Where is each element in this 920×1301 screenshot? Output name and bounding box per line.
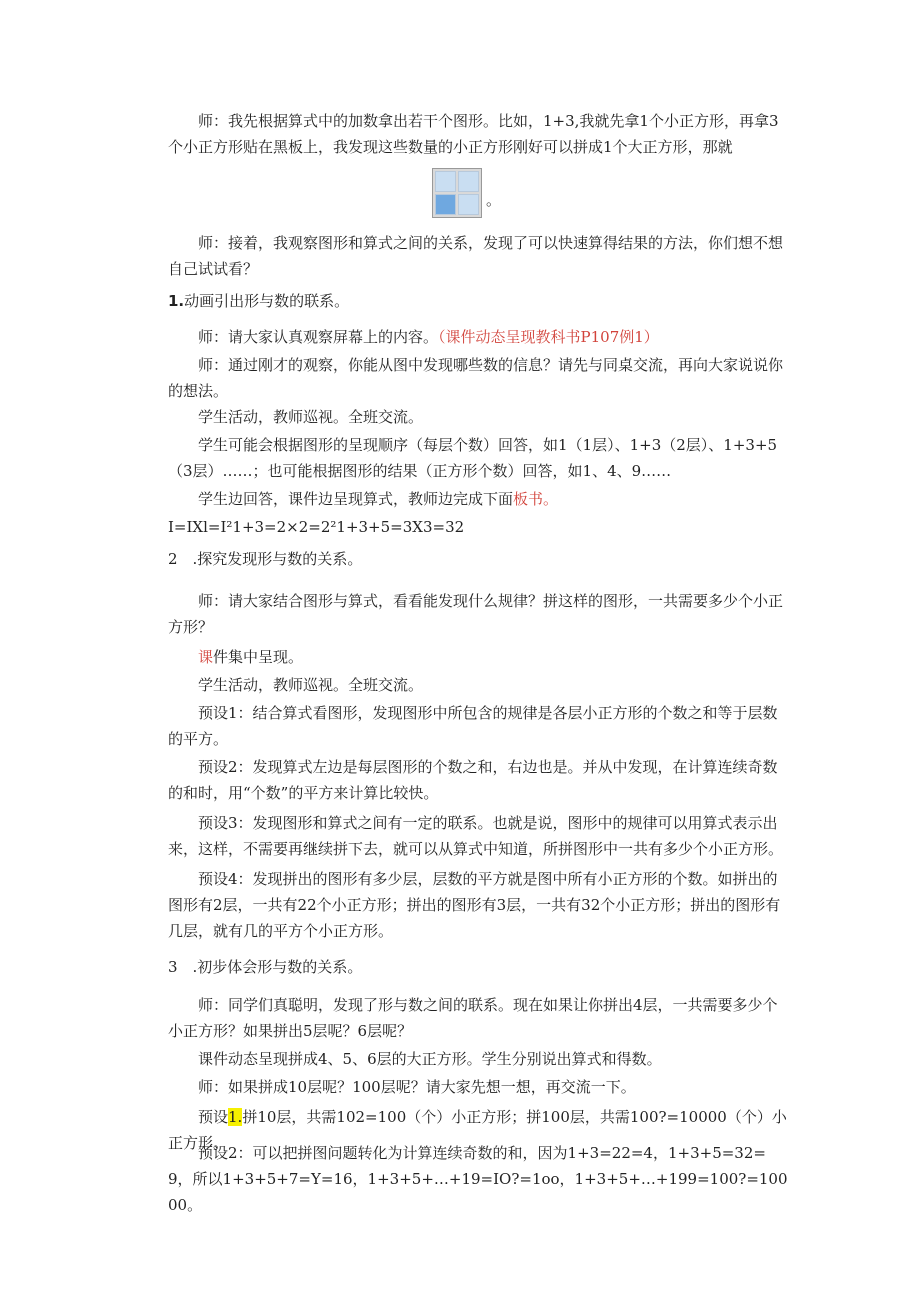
courseware-text: 件集中呈现。 [213, 648, 304, 666]
paragraph-board [168, 486, 788, 512]
paragraph-screen [168, 324, 788, 350]
paragraph-preset-3: 预设3：发现图形和算式之间有一定的联系。也就是说，图形中的规律可以用算式表示出来，这样，不需要再继续拼下去，就可以从算式中知道，所拼图形中一共有多少个小正方形。 [168, 814, 784, 858]
paragraph-activity: 学生活动，教师巡视。全班交流。 [198, 408, 424, 426]
paragraph-clever: 师：同学们真聪明，发现了形与数之间的联系。现在如果让你拼出4层，一共需要多少个小正方形？如果拼出5层呢？6层呢？ [168, 996, 778, 1040]
preset-a-highlight: 1. [228, 1108, 243, 1126]
board-text: 学生边回答，课件边呈现算式，教师边完成下面 [198, 490, 514, 508]
screen-text: 师：请大家认真观察屏幕上的内容。 [198, 328, 439, 346]
paragraph-dynamic: 课件动态呈现拼成4、5、6层的大正方形。学生分别说出算式和得数。 [198, 1050, 662, 1068]
figure-period: 。 [486, 191, 502, 209]
paragraph-intro [168, 108, 788, 160]
heading-1-number: 1. [168, 292, 185, 310]
paragraph-pattern: 师：请大家结合图形与算式，看看能发现什么规律？拼这样的图形，一共需要多少个小正方形？ [168, 592, 784, 636]
intro-line-1: 师：我先根据算式中的加数拿出若干个图形。比如，1+3,我就先拿1个小正方形，再拿3个小 [168, 112, 779, 156]
paragraph-preset-2: 预设2：发现算式左边是每层图形的个数之和，右边也是。并从中发现，在计算连续奇数的和时，用“个数”的平方来计算比较快。 [168, 758, 778, 802]
paragraph-activity-2: 学生活动，教师巡视。全班交流。 [198, 676, 424, 694]
preset-a-label: 预设 [198, 1108, 229, 1126]
preset-a-text: 拼10层，共需102=100（个）小正方形；拼100层，共需100?=10000（个）小正方形。 [168, 1108, 787, 1152]
heading-1 [168, 288, 788, 314]
grid-cell [458, 171, 479, 192]
paragraph-observe: 师：接着，我观察图形和算式之间的关系，发现了可以快速算得结果的方法，你们想不想自己试试看？ [168, 234, 784, 278]
paragraph-preset-1: 预设1：结合算式看图形，发现图形中所包含的规律是各层小正方形的个数之和等于层数的平方。 [168, 704, 778, 748]
square-grid-figure [432, 168, 482, 218]
board-note: 板书。 [513, 490, 559, 508]
paragraph-courseware [168, 644, 788, 670]
paragraph-preset-b: 预设2：可以把拼图问题转化为计算连续奇数的和，因为1+3=22=4，1+3+5=32=9，所以1+3+5+7=Y=16，1+3+5+…+19=IO?=1oo，1+3+5+…+199=100?=10000。 [168, 1144, 788, 1214]
courseware-mark: 课 [198, 648, 214, 666]
grid-cell [435, 194, 456, 215]
grid-cell [458, 194, 479, 215]
courseware-note: （课件动态呈现教科书P107例1） [438, 328, 659, 346]
paragraph-preset-4: 预设4：发现拼出的图形有多少层，层数的平方就是图中所有小正方形的个数。如拼出的图形有2层，一共有22个小正方形；拼出的图形有3层，一共有32个小正方形；拼出的图形有几层，就有几的平方个小正方形。 [168, 870, 781, 940]
paragraph-answers: 学生可能会根据图形的呈现顺序（每层个数）回答，如1（1层）、1+3（2层）、1+3+5（3层）……；也可能根据图形的结果（正方形个数）回答，如1、4、9…… [168, 436, 778, 480]
heading-1-text: 动画引出形与数的联系。 [184, 292, 350, 310]
paragraph-ten-layers: 师：如果拼成10层呢？100层呢？请大家先想一想，再交流一下。 [198, 1078, 636, 1096]
grid-cell [435, 171, 456, 192]
paragraph-question: 师：通过刚才的观察，你能从图中发现哪些数的信息？请先与同桌交流，再向大家说说你的想法。 [168, 356, 784, 400]
heading-3: 3 .初步体会形与数的关系。 [168, 958, 363, 976]
intro-line-2: 正方形贴在黑板上，我发现这些数量的小正方形刚好可以拼成1个大正方形，那就 [198, 138, 733, 156]
formula-line: I=IXl=I²1+3=2×2=2²1+3+5=3X3=32 [168, 518, 465, 536]
heading-2: 2 .探究发现形与数的关系。 [168, 550, 363, 568]
